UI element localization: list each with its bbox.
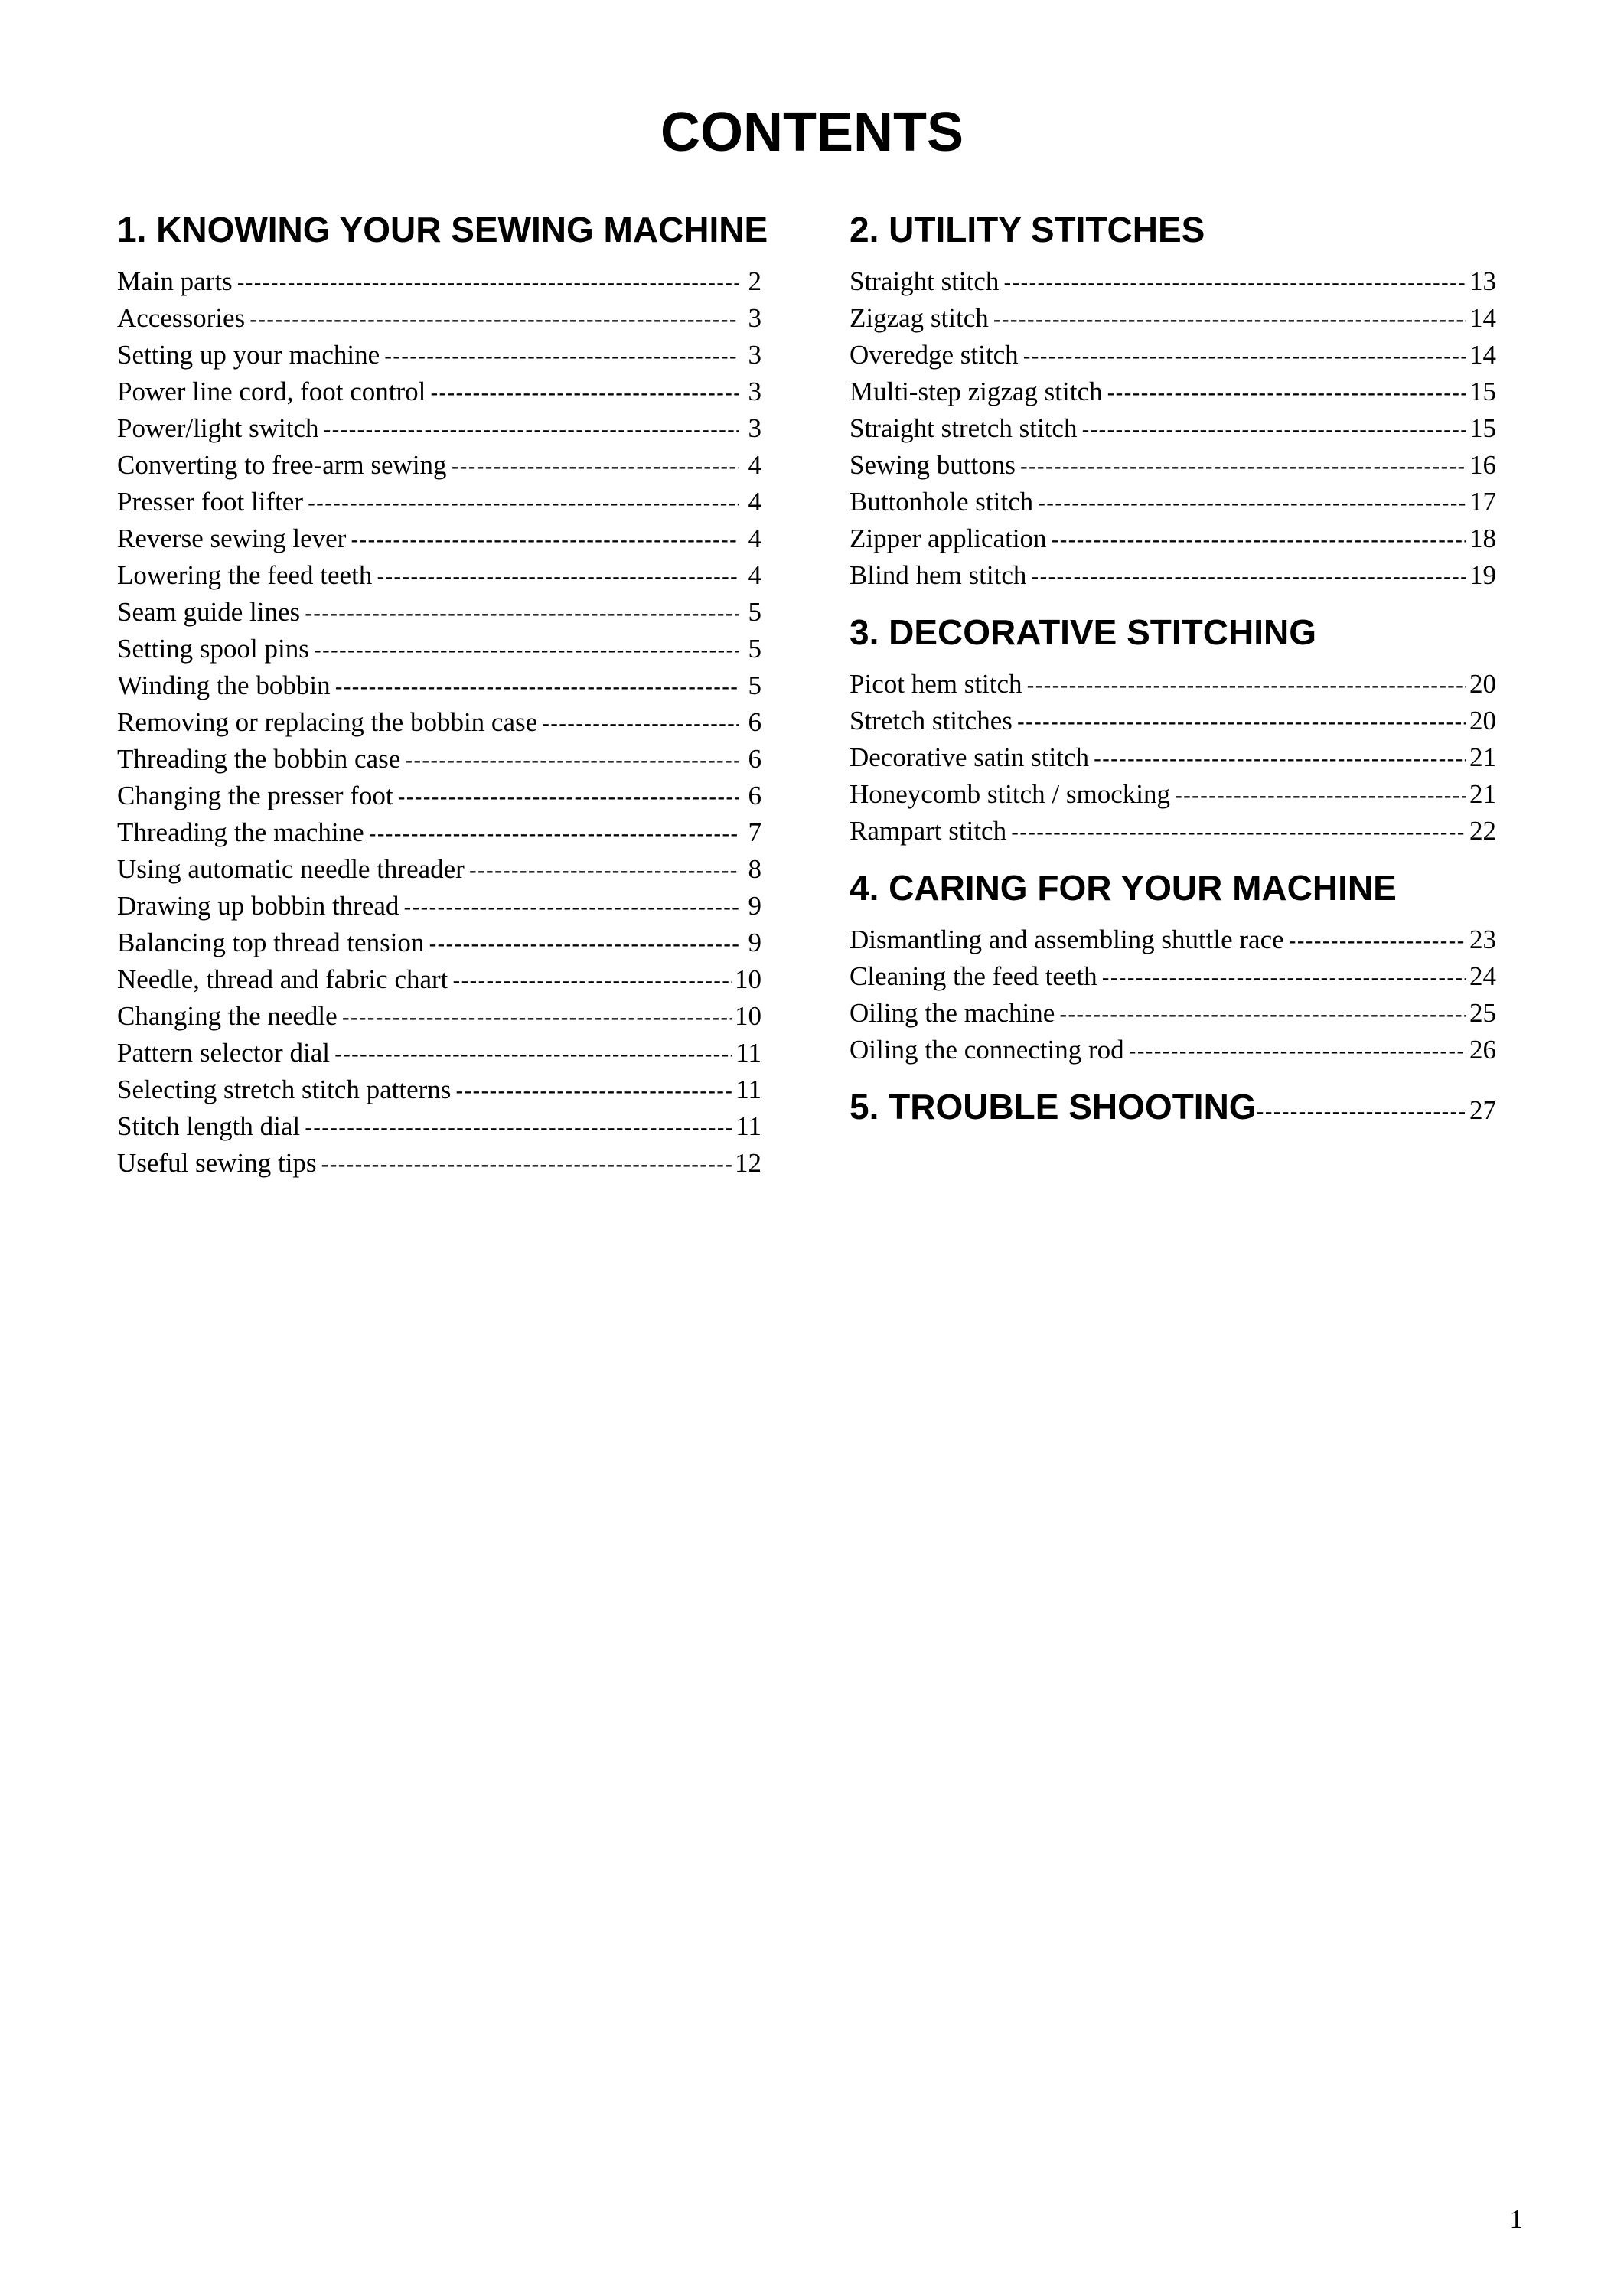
toc-page-number: 23 — [1469, 925, 1496, 954]
dot-leader — [351, 522, 739, 559]
toc-page-number: 2 — [748, 266, 761, 296]
toc-entry — [850, 921, 1496, 958]
toc-list — [850, 263, 1496, 594]
dot-leader — [323, 412, 739, 448]
toc-entry — [850, 739, 1496, 776]
toc-entry-label: Useful sewing tips — [117, 1148, 317, 1178]
toc-page-number: 11 — [735, 1075, 761, 1104]
toc-entry — [850, 520, 1496, 557]
toc-entry-label: Accessories — [117, 303, 246, 333]
toc-entry-label: Main parts — [117, 266, 233, 296]
toc-page-number: 15 — [1469, 413, 1496, 443]
toc-page-number: 14 — [1469, 303, 1496, 333]
toc-entry — [850, 1032, 1496, 1068]
dot-leader — [1052, 522, 1466, 559]
toc-entry — [117, 778, 761, 814]
toc-entry-label: Overedge stitch — [850, 340, 1019, 370]
dot-leader — [405, 742, 739, 779]
toc-entry — [117, 741, 761, 778]
toc-entry-label: Removing or replacing the bobbin case — [117, 707, 538, 737]
toc-page-number: 6 — [748, 744, 761, 774]
toc-page-number: 14 — [1469, 340, 1496, 370]
toc-entry-label: Zigzag stitch — [850, 303, 989, 333]
dot-leader — [314, 632, 739, 669]
toc-entry-label: Seam guide lines — [117, 597, 301, 627]
toc-entry-label: Lowering the feed teeth — [117, 560, 373, 590]
toc-entry-label: Reverse sewing lever — [117, 523, 347, 553]
toc-entry-label: Straight stitch — [850, 266, 1000, 296]
toc-column-left — [117, 205, 768, 1182]
dot-leader — [377, 559, 739, 595]
dot-leader — [1257, 1099, 1466, 1125]
toc-section-caring-for-machine — [850, 863, 1496, 1068]
toc-page-number: 5 — [748, 634, 761, 664]
section-heading: 3. DECORATIVE STITCHING — [850, 612, 1316, 652]
dot-leader — [1038, 485, 1466, 522]
dot-leader — [384, 338, 739, 375]
toc-entry-label: Changing the presser foot — [117, 781, 393, 810]
dot-leader — [993, 302, 1466, 338]
toc-page-number: 5 — [748, 670, 761, 700]
toc-entry-label: Multi-step zigzag stitch — [850, 377, 1103, 406]
toc-page-number: 15 — [1469, 377, 1496, 406]
dot-leader — [249, 302, 739, 338]
dot-leader — [308, 485, 739, 522]
toc-entry — [850, 373, 1496, 410]
toc-entry — [850, 263, 1496, 300]
dot-leader — [1107, 375, 1466, 412]
toc-entry — [850, 776, 1496, 813]
toc-page-number: 20 — [1469, 706, 1496, 735]
toc-entry — [117, 300, 761, 337]
toc-entry-label: Stretch stitches — [850, 706, 1013, 735]
dot-leader — [542, 706, 739, 742]
dot-leader — [398, 779, 739, 816]
toc-page-number: 7 — [748, 817, 761, 847]
toc-page-number: 8 — [748, 854, 761, 884]
toc-entry — [850, 337, 1496, 373]
toc-entry-label: Drawing up bobbin thread — [117, 891, 399, 921]
dot-leader — [305, 1110, 732, 1146]
toc-entry-label: Dismantling and assembling shuttle race — [850, 925, 1284, 954]
toc-entry — [850, 557, 1496, 594]
dot-leader — [1011, 814, 1466, 851]
toc-page-number: 9 — [748, 891, 761, 921]
toc-entry — [117, 851, 761, 888]
toc-section-utility-stitches — [850, 205, 1496, 594]
toc-entry-label: Using automatic needle threader — [117, 854, 465, 884]
toc-entry-label: Winding the bobbin — [117, 670, 331, 700]
dot-leader — [305, 595, 739, 632]
toc-entry-label: Setting spool pins — [117, 634, 309, 664]
dot-leader — [1129, 1033, 1466, 1070]
toc-page-number: 20 — [1469, 669, 1496, 699]
toc-page-number: 16 — [1469, 450, 1496, 480]
toc-entry-label: Straight stretch stitch — [850, 413, 1078, 443]
toc-entry-label: Oiling the machine — [850, 998, 1055, 1028]
toc-entry-label: Selecting stretch stitch patterns — [117, 1075, 452, 1104]
toc-entry-label: Sewing buttons — [850, 450, 1016, 480]
toc-entry — [117, 557, 761, 594]
toc-entry-label: Needle, thread and fabric chart — [117, 964, 448, 994]
dot-leader — [403, 889, 739, 926]
dot-leader — [1027, 667, 1466, 704]
toc-entry — [850, 813, 1496, 850]
toc-entry — [117, 925, 761, 961]
toc-entry-label: Picot hem stitch — [850, 669, 1022, 699]
toc-entry-label: Blind hem stitch — [850, 560, 1027, 590]
toc-section-decorative-stitching — [850, 608, 1496, 850]
dot-leader — [429, 926, 739, 963]
toc-page-number: 4 — [748, 487, 761, 517]
toc-page-number: 3 — [748, 377, 761, 406]
toc-page-number: 4 — [748, 450, 761, 480]
dot-leader — [1059, 996, 1466, 1033]
dot-leader — [455, 1073, 732, 1110]
toc-entry — [850, 703, 1496, 739]
toc-entry-label: Converting to free-arm sewing — [117, 450, 447, 480]
toc-entry-label: Rampart stitch — [850, 816, 1007, 846]
toc-page-number: 11 — [735, 1038, 761, 1068]
toc-entry-label: Decorative satin stitch — [850, 742, 1089, 772]
dot-leader — [1023, 338, 1466, 375]
page-title: CONTENTS — [660, 102, 964, 163]
toc-page-number: 24 — [1469, 961, 1496, 991]
toc-list — [850, 921, 1496, 1068]
toc-page-number: 9 — [748, 928, 761, 957]
dot-leader — [430, 375, 739, 412]
dot-leader — [452, 963, 732, 1000]
section-heading: 1. KNOWING YOUR SEWING MACHINE — [117, 210, 768, 249]
toc-page-number: 26 — [1469, 1035, 1496, 1065]
dot-leader — [334, 1036, 732, 1073]
toc-entry — [117, 998, 761, 1035]
dot-leader — [1081, 412, 1466, 448]
dot-leader — [1017, 704, 1466, 741]
toc-section-knowing-your-machine — [117, 205, 768, 1182]
dot-leader — [1289, 923, 1466, 960]
toc-entry-label: Oiling the connecting rod — [850, 1035, 1124, 1065]
toc-entry — [117, 410, 761, 447]
toc-entry — [850, 300, 1496, 337]
toc-entry-label: Power line cord, foot control — [117, 377, 426, 406]
toc-entry — [117, 373, 761, 410]
dot-leader — [1031, 559, 1466, 595]
toc-page-number: 3 — [748, 340, 761, 370]
toc-entry — [117, 1145, 761, 1182]
dot-leader — [321, 1146, 732, 1183]
toc-page-number: 5 — [748, 597, 761, 627]
toc-entry-label: Threading the machine — [117, 817, 364, 847]
dot-leader — [342, 1000, 732, 1036]
toc-entry — [117, 814, 761, 851]
toc-entry-label: Buttonhole stitch — [850, 487, 1034, 517]
toc-entry — [850, 484, 1496, 520]
toc-entry — [850, 666, 1496, 703]
toc-page-number: 4 — [748, 523, 761, 553]
toc-entry-label: Honeycomb stitch / smocking — [850, 779, 1170, 809]
toc-entry — [117, 447, 761, 484]
toc-entry-label: Pattern selector dial — [117, 1038, 330, 1068]
toc-page-number: 18 — [1469, 523, 1496, 553]
page-number: 1 — [1509, 2204, 1523, 2234]
toc-entry — [117, 888, 761, 925]
dot-leader — [1175, 778, 1466, 814]
toc-entry — [117, 961, 761, 998]
toc-page-number: 3 — [748, 413, 761, 443]
toc-entry — [850, 410, 1496, 447]
toc-entry — [850, 447, 1496, 484]
toc-entry-label: Power/light switch — [117, 413, 319, 443]
dot-leader — [469, 853, 739, 889]
toc-page-number: 6 — [748, 781, 761, 810]
toc-entry-label: Presser foot lifter — [117, 487, 303, 517]
toc-entry — [117, 263, 761, 300]
dot-leader — [237, 265, 739, 302]
toc-page-number: 13 — [1469, 266, 1496, 296]
dot-leader — [1094, 741, 1466, 778]
toc-page-number: 4 — [748, 560, 761, 590]
toc-entry-label: Cleaning the feed teeth — [850, 961, 1097, 991]
toc-entry-label: Zipper application — [850, 523, 1047, 553]
toc-page-number: 25 — [1469, 998, 1496, 1028]
section-heading: 2. UTILITY STITCHES — [850, 210, 1205, 249]
dot-leader — [1102, 960, 1466, 996]
toc-entry — [117, 594, 761, 631]
toc-page-number: 3 — [748, 303, 761, 333]
toc-page-number: 12 — [735, 1148, 761, 1178]
toc-entry — [117, 704, 761, 741]
dot-leader — [1020, 448, 1466, 485]
toc-page-number: 6 — [748, 707, 761, 737]
dot-leader — [1003, 265, 1466, 302]
toc-heading-entry — [850, 1082, 1496, 1131]
toc-list — [850, 666, 1496, 850]
toc-entry-label: Setting up your machine — [117, 340, 380, 370]
toc-page-number: 21 — [1469, 742, 1496, 772]
toc-page-number: 10 — [735, 1001, 761, 1031]
toc-column-right — [850, 205, 1496, 1131]
toc-list — [117, 263, 761, 1182]
toc-entry — [117, 631, 761, 667]
toc-page-number: 10 — [735, 964, 761, 994]
toc-entry — [117, 484, 761, 520]
toc-section-trouble-shooting — [850, 1082, 1496, 1131]
toc-entry-label: Balancing top thread tension — [117, 928, 425, 957]
section-heading: 4. CARING FOR YOUR MACHINE — [850, 868, 1397, 908]
dot-leader — [369, 816, 739, 853]
toc-entry-label: Threading the bobbin case — [117, 744, 401, 774]
toc-page-number: 22 — [1469, 816, 1496, 846]
toc-entry — [850, 995, 1496, 1032]
toc-entry — [117, 1108, 761, 1145]
dot-leader — [452, 448, 739, 485]
toc-entry — [117, 667, 761, 704]
toc-page-number: 11 — [735, 1111, 761, 1141]
toc-entry — [117, 1071, 761, 1108]
toc-page-number: 19 — [1469, 560, 1496, 590]
dot-leader — [335, 669, 739, 706]
section-heading: 5. TROUBLE SHOOTING — [850, 1087, 1257, 1127]
toc-page-number: 17 — [1469, 487, 1496, 517]
toc-entry-label: Stitch length dial — [117, 1111, 301, 1141]
toc-page-number: 21 — [1469, 779, 1496, 809]
toc-page-number: 27 — [1469, 1095, 1496, 1125]
toc-entry — [117, 337, 761, 373]
toc-entry — [850, 958, 1496, 995]
toc-entry — [117, 520, 761, 557]
toc-entry-label: Changing the needle — [117, 1001, 338, 1031]
toc-entry — [117, 1035, 761, 1071]
